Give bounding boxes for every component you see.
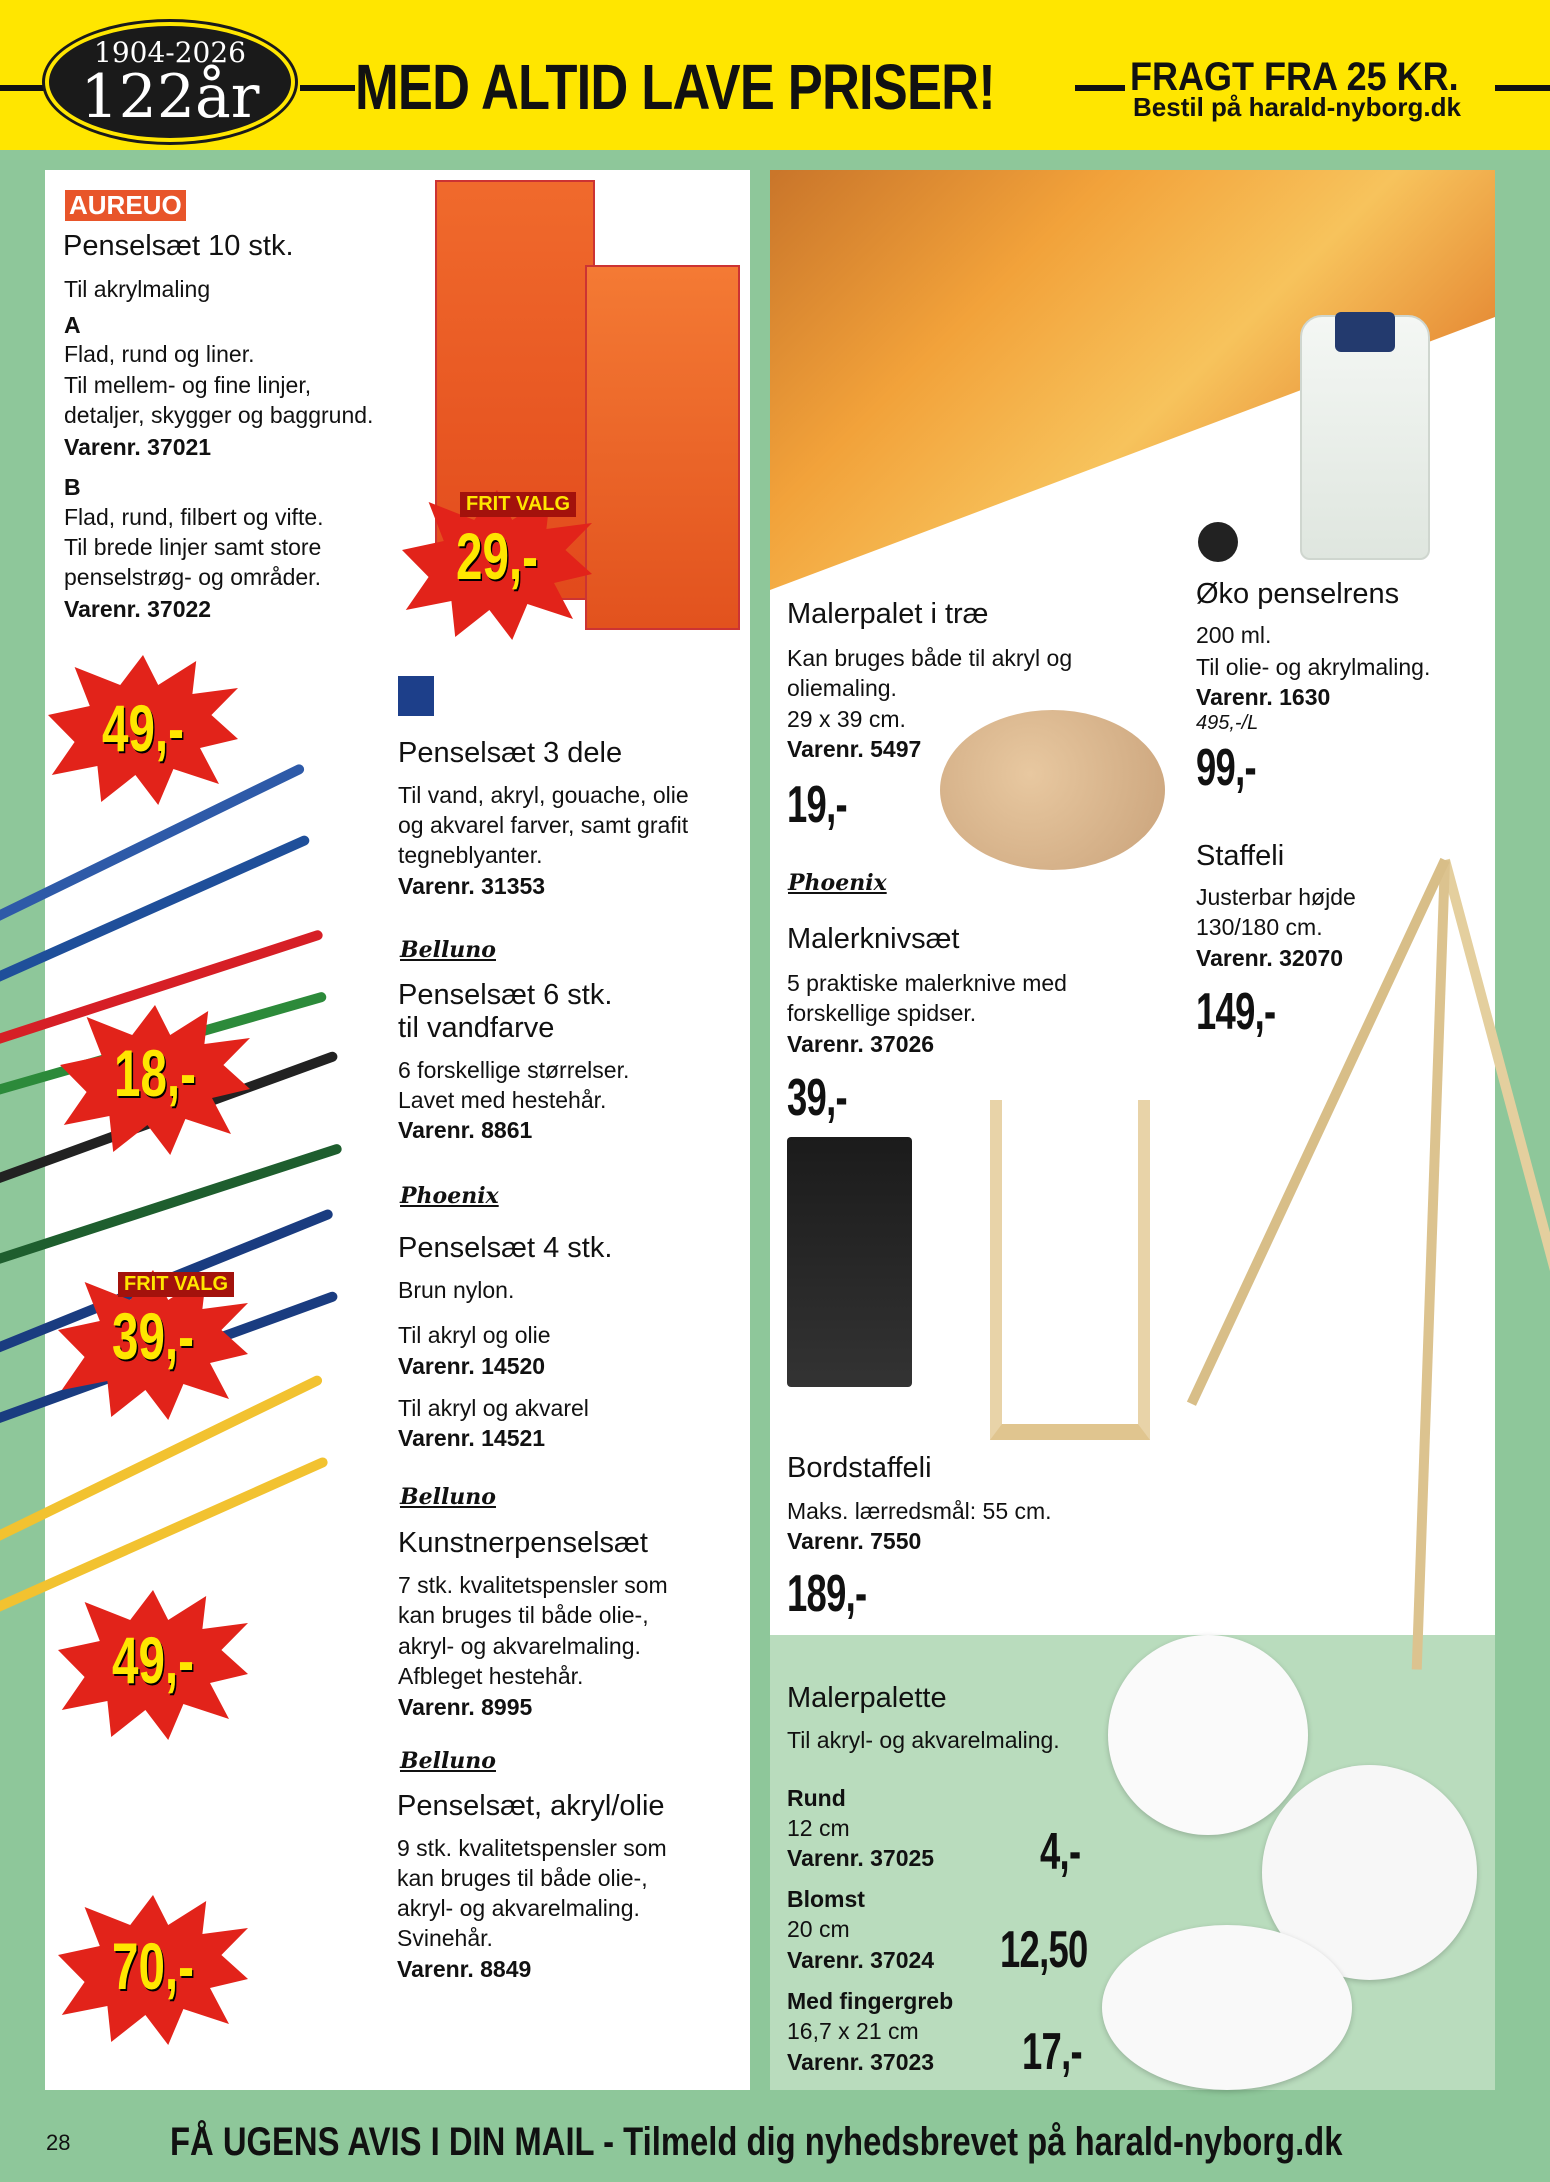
brand-phoenix: Phoenix	[788, 870, 887, 896]
p10-l2: 130/180 cm.	[1196, 914, 1323, 940]
p12-v3-sku: Varenr. 37023	[787, 2049, 935, 2075]
knife-set-image	[787, 1137, 912, 1387]
p4-l3: Til akryl og akvarel	[398, 1395, 589, 1421]
p7-sku: Varenr. 5497	[787, 736, 922, 762]
header-rule-right	[1075, 85, 1125, 91]
p1-a-label: A	[64, 312, 81, 338]
p1-a1: Flad, rund og liner.	[64, 341, 255, 367]
p12-title: Malerpalette	[787, 1682, 947, 1714]
p3-sku: Varenr. 8861	[398, 1117, 533, 1143]
p6-l1: 9 stk. kvalitetspensler som	[397, 1835, 667, 1861]
p1-package-image	[585, 265, 740, 630]
p6-sku: Varenr. 8849	[397, 1956, 532, 1982]
p12-v3-size: 16,7 x 21 cm	[787, 2018, 919, 2044]
newsletter-banner[interactable]: FÅ UGENS AVIS I DIN MAIL - Tilmeld dig nyhedsbrevet på harald-nyborg.dk	[170, 2120, 1343, 2164]
p4-l1: Brun nylon.	[398, 1277, 515, 1303]
p2-l3: tegneblyanter.	[398, 842, 543, 868]
headline: MED ALTID LAVE PRISER!	[355, 51, 995, 123]
p1-a3: detaljer, skygger og baggrund.	[64, 402, 374, 428]
p8-unit-price: 495,-/L	[1196, 712, 1259, 734]
p1-a2: Til mellem- og fine linjer,	[64, 372, 312, 398]
p10-sku: Varenr. 32070	[1196, 945, 1344, 971]
p12-v1-sku: Varenr. 37025	[787, 1845, 935, 1871]
p6-l3: akryl- og akvarelmaling.	[397, 1895, 640, 1921]
anniversary-logo	[45, 22, 295, 142]
p8-sku: Varenr. 1630	[1196, 684, 1331, 710]
p6-title: Penselsæt, akryl/olie	[397, 1790, 665, 1822]
p11-price: 189,-	[787, 1565, 867, 1623]
p4-title: Penselsæt 4 stk.	[398, 1232, 613, 1264]
p11-l1: Maks. lærredsmål: 55 cm.	[787, 1498, 1052, 1524]
staedtler-logo	[398, 676, 434, 716]
p12-v3-name: Med fingergreb	[787, 1988, 954, 2014]
p12-v1-price: 4,-	[1040, 1823, 1081, 1881]
logo-years: 1904-2026	[94, 36, 246, 69]
p12-v2-size: 20 cm	[787, 1916, 850, 1942]
p9-l2: forskellige spidser.	[787, 1000, 977, 1026]
brush-blue	[0, 834, 311, 990]
p12-v2-price: 12,50	[1000, 1921, 1088, 1979]
brand-belluno: Belluno	[400, 1484, 496, 1510]
p5-l4: Afbleget hestehår.	[398, 1663, 584, 1689]
p5-l1: 7 stk. kvalitetspensler som	[398, 1572, 668, 1598]
p5-title: Kunstnerpenselsæt	[398, 1527, 648, 1559]
p2-l2: og akvarel farver, samt grafit	[398, 812, 689, 838]
brand-phoenix: Phoenix	[400, 1183, 499, 1209]
p1-b-sku: Varenr. 37022	[64, 596, 212, 622]
p3-title1: Penselsæt 6 stk.	[398, 979, 613, 1011]
wooden-palette-image	[940, 710, 1165, 870]
p5-price: 49,-	[112, 1623, 194, 1697]
p1-a-sku: Varenr. 37021	[64, 434, 212, 460]
p3-l2: Lavet med hestehår.	[398, 1087, 607, 1113]
cleaner-bottle-cap	[1335, 312, 1395, 352]
p7-l3: 29 x 39 cm.	[787, 706, 906, 732]
p8-price: 99,-	[1196, 739, 1256, 797]
logo-age: 122år	[80, 62, 260, 132]
p9-sku: Varenr. 37026	[787, 1031, 935, 1057]
p4-price: 39,-	[112, 1299, 194, 1373]
p9-l1: 5 praktiske malerknive med	[787, 970, 1067, 996]
p5-l3: akryl- og akvarelmaling.	[398, 1633, 641, 1659]
p9-title: Malerknivsæt	[787, 923, 960, 955]
p9-price: 39,-	[787, 1069, 847, 1127]
round-palette-image	[1108, 1635, 1308, 1835]
p8-title: Øko penselrens	[1196, 578, 1400, 610]
header-rule-left	[0, 85, 45, 91]
p10-price: 149,-	[1196, 983, 1276, 1041]
p1-b-label: B	[64, 474, 81, 500]
p5-sku: Varenr. 8995	[398, 1694, 533, 1720]
p1-b3: penselstrøg- og områder.	[64, 564, 321, 590]
p2-l1: Til vand, akryl, gouache, olie	[398, 782, 689, 808]
p1-sub: Til akrylmaling	[64, 276, 211, 302]
p3-price: 18,-	[114, 1036, 196, 1110]
p1-b2: Til brede linjer samt store	[64, 534, 322, 560]
p1-title: Penselsæt 10 stk.	[63, 230, 294, 262]
p12-v2-sku: Varenr. 37024	[787, 1947, 935, 1973]
p4-sku1: Varenr. 14520	[398, 1353, 546, 1379]
p2-sku: Varenr. 31353	[398, 873, 546, 899]
p12-v1-name: Rund	[787, 1785, 846, 1811]
p1-price: 29,-	[456, 519, 538, 593]
page-number: 28	[46, 2130, 71, 2155]
freight-title: FRAGT FRA 25 KR.	[1130, 55, 1459, 99]
p8-l2: Til olie- og akrylmaling.	[1196, 654, 1431, 680]
finger-grip-palette-image	[1102, 1925, 1352, 2090]
p6-l4: Svinehår.	[397, 1925, 493, 1951]
brush-yellow	[0, 1456, 329, 1620]
p7-l1: Kan bruges både til akryl og	[787, 645, 1073, 671]
p6-price: 70,-	[112, 1929, 194, 2003]
p5-l2: kan bruges til både olie-,	[398, 1602, 649, 1628]
p2-price: 49,-	[102, 691, 184, 765]
p12-sub: Til akryl- og akvarelmaling.	[787, 1727, 1060, 1753]
schmincke-logo	[1198, 522, 1238, 562]
table-easel-image	[990, 1100, 1150, 1440]
header-rule-mid	[300, 85, 355, 91]
p1-b1: Flad, rund, filbert og vifte.	[64, 504, 324, 530]
p8-l1: 200 ml.	[1196, 622, 1272, 648]
p7-l2: oliemaling.	[787, 675, 897, 701]
freight-link[interactable]: Bestil på harald-nyborg.dk	[1133, 92, 1461, 122]
p10-title: Staffeli	[1196, 840, 1285, 872]
header-rule-end	[1495, 85, 1550, 91]
brand-belluno: Belluno	[400, 1748, 496, 1774]
brand-belluno: Belluno	[400, 937, 496, 963]
p4-frit-valg: FRIT VALG	[118, 1272, 234, 1297]
p4-l2: Til akryl og olie	[398, 1322, 551, 1348]
p3-l1: 6 forskellige størrelser.	[398, 1057, 630, 1083]
p11-title: Bordstaffeli	[787, 1452, 932, 1484]
p7-title: Malerpalet i træ	[787, 598, 989, 630]
p7-price: 19,-	[787, 776, 847, 834]
p3-title2: til vandfarve	[398, 1012, 555, 1044]
p6-l2: kan bruges til både olie-,	[397, 1865, 648, 1891]
p12-v2-name: Blomst	[787, 1886, 865, 1912]
p2-title: Penselsæt 3 dele	[398, 737, 623, 769]
p10-l1: Justerbar højde	[1196, 884, 1356, 910]
p11-sku: Varenr. 7550	[787, 1528, 922, 1554]
p1-frit-valg: FRIT VALG	[460, 492, 576, 517]
brand-aureuo: AUREUO	[65, 190, 186, 221]
p12-v3-price: 17,-	[1022, 2023, 1082, 2081]
p4-sku2: Varenr. 14521	[398, 1425, 546, 1451]
p12-v1-size: 12 cm	[787, 1815, 850, 1841]
